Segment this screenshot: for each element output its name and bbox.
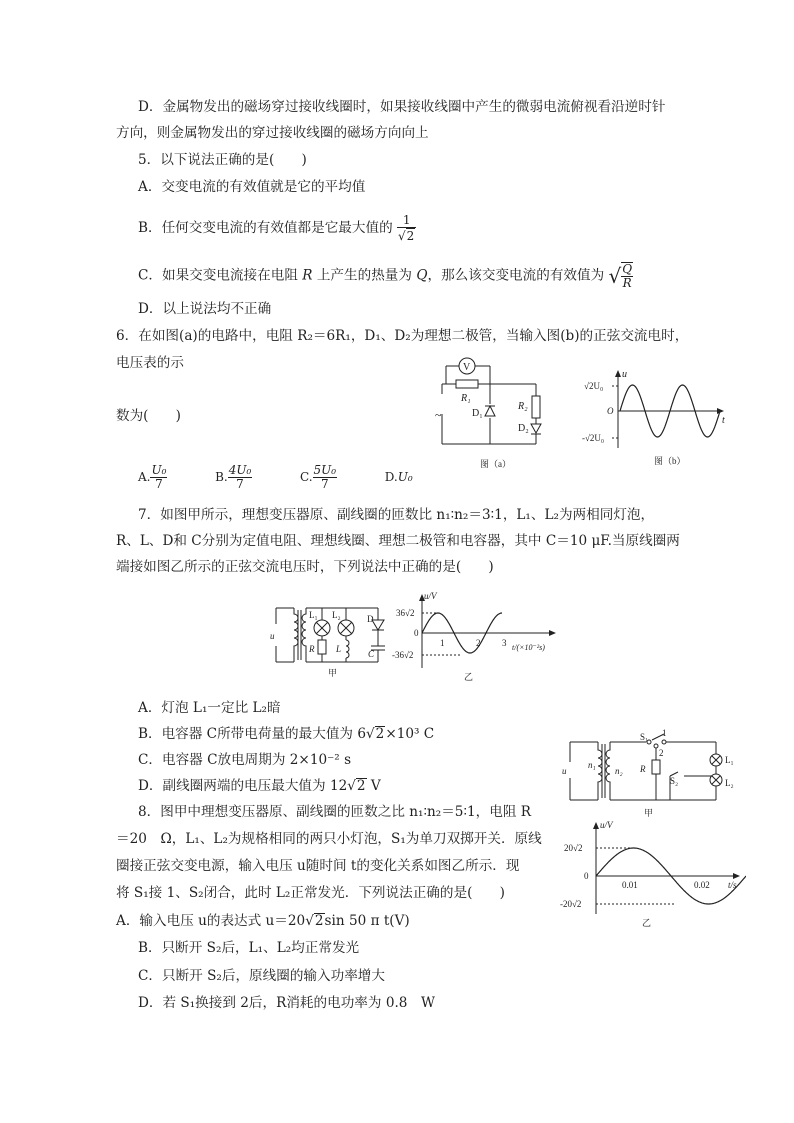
switch-s1-contact-1: [662, 740, 666, 744]
q5-option-b-text: B．任何交变电流的有效值都是它最大值的: [138, 220, 393, 236]
q4-option-d-line2: 方向，则金属物发出的穿过接收线圈的磁场方向向上: [116, 125, 429, 141]
svg-text:n₂: n₂: [615, 766, 623, 776]
svg-text:D₁: D₁: [472, 408, 483, 419]
q6-figure-b: [582, 366, 732, 472]
svg-text:0: 0: [414, 628, 419, 638]
q8-option-c: C．只断开 S₂后，原线圈的输入功率增大: [138, 968, 385, 984]
diode-d1-icon: [485, 406, 495, 416]
svg-text:R₂: R₂: [518, 401, 528, 412]
svg-text:3: 3: [502, 638, 507, 648]
svg-text:0.01: 0.01: [622, 880, 638, 890]
svg-text:2: 2: [659, 748, 664, 758]
q7-option-d: D．副线圈两端的电压最大值为 12√2 V: [138, 778, 381, 794]
q6-stem-line3: 数为( ): [116, 408, 181, 424]
q7-option-b: B．电容器 C所带电荷量的最大值为 6√2×10³ C: [138, 726, 435, 742]
q8-option-d: D．若 S₁换接到 2后，R消耗的电功率为 0.8 W: [138, 995, 436, 1011]
svg-text:u: u: [562, 766, 567, 776]
q7-stem-line2: R、L、D和 C分别为定值电阻、理想线圈、理想二极管和电容器，其中 C＝10 μF.当原线圈两: [116, 533, 680, 549]
svg-text:u: u: [270, 631, 275, 641]
diode-d2-icon: [531, 424, 541, 433]
svg-text:L₂: L₂: [725, 778, 734, 788]
q8-stem-line1: 8．图甲中理想变压器原、副线圈的匝数之比 n₁∶n₂＝5∶1，电阻 R: [138, 804, 531, 820]
svg-text:乙: 乙: [642, 918, 652, 928]
svg-text:甲: 甲: [644, 808, 654, 818]
resistor-r1: [456, 380, 478, 388]
svg-text:乙: 乙: [464, 672, 474, 682]
resistor-r2: [532, 396, 540, 418]
q7-figure-jia: [268, 598, 398, 680]
q5-stem: 5．以下说法正确的是( ): [138, 152, 307, 168]
q5-option-d: D．以上说法均不正确: [138, 301, 272, 317]
q6-stem-line2: 电压表的示: [116, 355, 184, 371]
q7-figure-yi: [390, 588, 562, 684]
q8-stem-line2: ＝20 Ω，L₁、L₂为规格相同的两只小灯泡，S₁为单刀双掷开关．原线: [116, 831, 542, 847]
q6-options: A. $\frac{\text{U₀}}{7}$ B. $\frac{\text{4U₀}}{7}$ C. $\frac{\text{5U₀}}{7}$ D.U₀: [138, 463, 413, 491]
svg-text:1: 1: [440, 638, 445, 648]
q5-option-b: [138, 214, 416, 243]
svg-text:R: R: [309, 644, 315, 654]
diode-d-icon: [372, 620, 384, 630]
svg-text:36√2: 36√2: [396, 608, 415, 618]
svg-text:2: 2: [476, 638, 481, 648]
svg-text:S₂: S₂: [670, 776, 679, 786]
q8-option-a: A．输入电压 u的表达式 u＝20√2sin 50 π t(V): [116, 913, 410, 929]
svg-text:-√2U₀: -√2U₀: [582, 433, 605, 443]
resistor-r-q8: [652, 760, 660, 774]
svg-text:u/V: u/V: [600, 820, 613, 830]
q6-figure-a: [432, 356, 554, 472]
q5-option-c-fraction: $\frac{Q}{R}$: [622, 262, 633, 290]
svg-text:R₁: R₁: [461, 393, 471, 404]
q8-option-b: B．只断开 S₂后，L₁、L₂均正常发光: [138, 940, 360, 956]
svg-text:-36√2: -36√2: [392, 650, 414, 660]
svg-text:D₂: D₂: [518, 423, 529, 434]
svg-text:图（a）: 图（a）: [480, 459, 511, 469]
q4-option-d-line1: D．金属物发出的磁场穿过接收线圈时，如果接收线圈中产生的微弱电流俯视看沿逆时针: [138, 99, 666, 115]
resistor-r: [318, 640, 326, 654]
svg-text:图（b）: 图（b）: [654, 456, 686, 466]
svg-text:L₁: L₁: [309, 610, 318, 620]
switch-s1-contact-2: [654, 744, 658, 748]
svg-text:L₁: L₁: [725, 755, 734, 765]
svg-text:O: O: [607, 406, 614, 416]
svg-text:甲: 甲: [328, 668, 338, 678]
voltmeter-label: V: [463, 362, 471, 373]
svg-text:t/s: t/s: [728, 880, 737, 890]
q5-option-b-fraction: $\frac{1}{√2}$: [398, 213, 415, 243]
svg-text:20√2: 20√2: [564, 843, 583, 853]
svg-text:t: t: [722, 415, 725, 426]
svg-text:L₂: L₂: [332, 610, 341, 620]
q8-figure-jia: [560, 728, 750, 820]
q8-stem-line3: 圈接正弦交变电源，输入电压 u随时间 t的变化关系如图乙所示．现: [116, 858, 520, 874]
svg-text:D: D: [367, 614, 374, 624]
q8-figure-yi: [556, 818, 746, 928]
svg-text:u: u: [622, 369, 627, 380]
svg-text:C: C: [368, 649, 375, 659]
q5-option-a: A．交变电流的有效值就是它的平均值: [138, 179, 366, 195]
svg-text:1: 1: [662, 728, 667, 738]
svg-text:R: R: [640, 764, 646, 774]
q7-stem-line1: 7．如图甲所示，理想变压器原、副线圈的匝数比 n₁∶n₂＝3∶1，L₁、L₂为两相同灯泡，: [138, 507, 655, 523]
q6-stem-line1: 6．在如图(a)的电路中，电阻 R₂＝6R₁，D₁、D₂为理想二极管，当输入图(b)的正弦交流电时，: [116, 328, 689, 344]
svg-text:-20√2: -20√2: [560, 899, 582, 909]
q7-stem-line3: 端接如图乙所示的正弦交流电压时，下列说法中正确的是( ): [116, 559, 494, 575]
svg-text:n₁: n₁: [588, 760, 596, 770]
q7-option-a: A．灯泡 L₁一定比 L₂暗: [138, 700, 281, 716]
q5-option-c: C．如果交变电流接在电阻 R 上产生的热量为 Q，那么该交变电流的有效值为 √ $\frac{Q}{R}$: [138, 262, 633, 290]
svg-text:L: L: [336, 644, 342, 654]
svg-text:0.02: 0.02: [694, 880, 710, 890]
ac-source-icon: ~: [435, 408, 442, 422]
svg-text:t/(×10⁻²s): t/(×10⁻²s): [512, 643, 545, 652]
svg-text:√2U₀: √2U₀: [584, 381, 604, 391]
svg-text:0: 0: [584, 871, 589, 881]
svg-text:S₁: S₁: [640, 732, 649, 742]
q7-option-c: C．电容器 C放电周期为 2×10⁻² s: [138, 752, 352, 768]
svg-text:u/V: u/V: [424, 591, 437, 601]
q8-stem-line4: 将 S₁接 1、S₂闭合，此时 L₂正常发光．下列说法正确的是( ): [116, 885, 505, 901]
